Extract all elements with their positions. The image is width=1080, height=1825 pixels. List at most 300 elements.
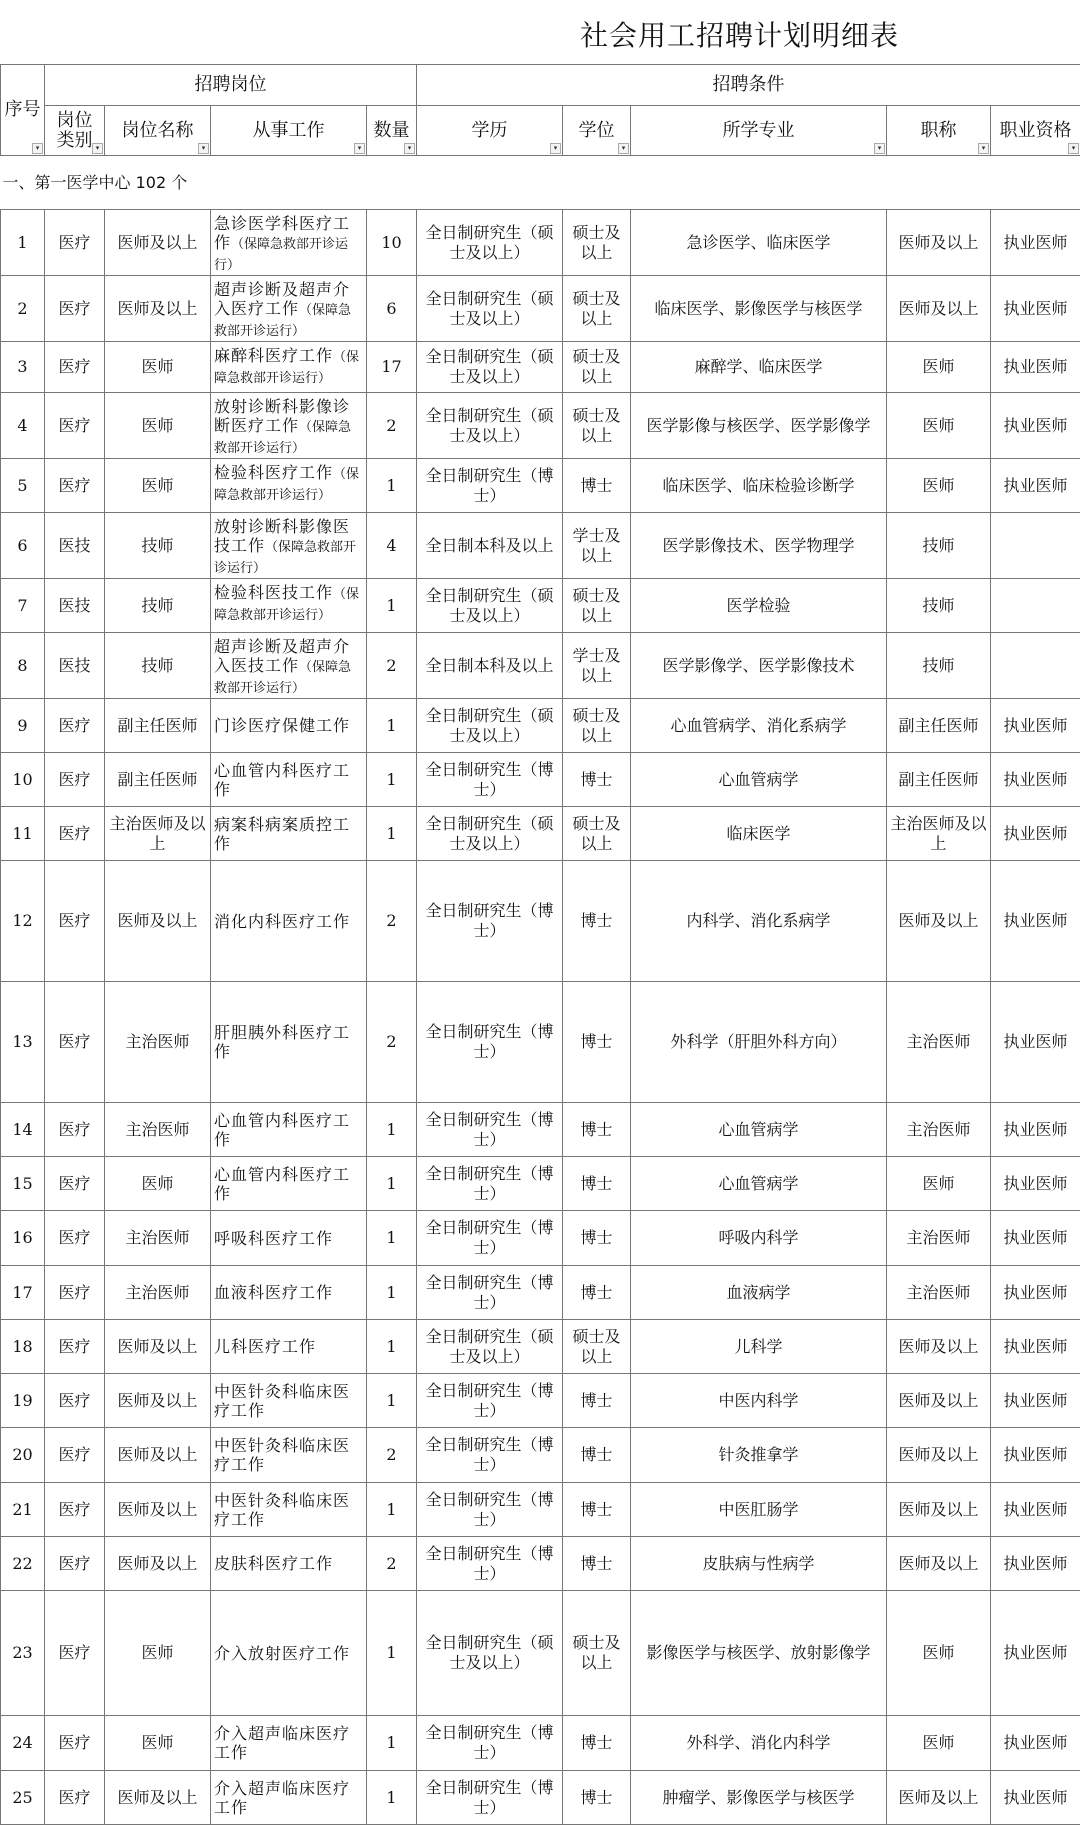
cell-degree[interactable]: 硕士及以上 xyxy=(563,699,631,753)
cell-degree[interactable]: 博士 xyxy=(563,1537,631,1591)
cell-major[interactable]: 影像医学与核医学、放射影像学 xyxy=(631,1591,887,1716)
cell-count[interactable]: 4 xyxy=(367,513,417,579)
table-row[interactable] xyxy=(1,1428,1080,1483)
cell-category[interactable]: 医疗 xyxy=(45,1266,105,1320)
cell-title-rank[interactable]: 医师 xyxy=(887,1591,991,1716)
cell-degree[interactable]: 博士 xyxy=(563,1428,631,1483)
cell-category[interactable]: 医疗 xyxy=(45,1211,105,1266)
cell-title-rank[interactable]: 医师及以上 xyxy=(887,210,991,276)
cell-no[interactable]: 22 xyxy=(1,1537,45,1591)
cell-degree[interactable]: 硕士及以上 xyxy=(563,342,631,393)
cell-major[interactable]: 临床医学、临床检验诊断学 xyxy=(631,459,887,513)
cell-education[interactable]: 全日制研究生（博士） xyxy=(417,1537,563,1591)
cell-category[interactable]: 医疗 xyxy=(45,699,105,753)
cell-education[interactable]: 全日制研究生（硕士及以上） xyxy=(417,276,563,342)
cell-category[interactable]: 医疗 xyxy=(45,342,105,393)
table-row[interactable] xyxy=(1,633,1080,699)
filter-dropdown-icon[interactable]: ▾ xyxy=(978,143,989,154)
table-row[interactable] xyxy=(1,753,1080,807)
cell-position-name[interactable]: 技师 xyxy=(105,579,211,633)
cell-degree[interactable]: 硕士及以上 xyxy=(563,393,631,459)
cell-category[interactable]: 医疗 xyxy=(45,393,105,459)
cell-major[interactable]: 医学检验 xyxy=(631,579,887,633)
cell-count[interactable]: 1 xyxy=(367,1266,417,1320)
cell-category[interactable]: 医疗 xyxy=(45,1428,105,1483)
cell-category[interactable]: 医技 xyxy=(45,579,105,633)
cell-education[interactable]: 全日制研究生（硕士及以上） xyxy=(417,342,563,393)
cell-category[interactable]: 医疗 xyxy=(45,807,105,861)
cell-work[interactable] xyxy=(211,393,367,459)
cell-no[interactable]: 25 xyxy=(1,1771,45,1825)
filter-dropdown-icon[interactable]: ▾ xyxy=(874,143,885,154)
cell-degree[interactable]: 博士 xyxy=(563,1374,631,1428)
cell-title-rank[interactable]: 医师及以上 xyxy=(887,1483,991,1537)
cell-count[interactable]: 1 xyxy=(367,1374,417,1428)
table-row[interactable] xyxy=(1,699,1080,753)
cell-major[interactable]: 儿科学 xyxy=(631,1320,887,1374)
cell-title-rank[interactable]: 医师及以上 xyxy=(887,1428,991,1483)
cell-no[interactable]: 19 xyxy=(1,1374,45,1428)
cell-education[interactable]: 全日制研究生（硕士及以上） xyxy=(417,1320,563,1374)
cell-degree[interactable]: 博士 xyxy=(563,753,631,807)
table-row[interactable] xyxy=(1,210,1080,276)
cell-category[interactable]: 医技 xyxy=(45,513,105,579)
cell-category[interactable]: 医疗 xyxy=(45,459,105,513)
cell-no[interactable]: 23 xyxy=(1,1591,45,1716)
cell-major[interactable]: 临床医学、影像医学与核医学 xyxy=(631,276,887,342)
cell-degree[interactable]: 硕士及以上 xyxy=(563,1320,631,1374)
cell-qualification[interactable]: 执业医师 xyxy=(991,1428,1080,1483)
cell-no[interactable]: 12 xyxy=(1,861,45,982)
cell-major[interactable]: 血液病学 xyxy=(631,1266,887,1320)
cell-count[interactable]: 2 xyxy=(367,861,417,982)
cell-qualification[interactable] xyxy=(991,579,1080,633)
cell-no[interactable]: 16 xyxy=(1,1211,45,1266)
cell-major[interactable]: 肿瘤学、影像医学与核医学 xyxy=(631,1771,887,1825)
table-row[interactable] xyxy=(1,276,1080,342)
work-text: 消化内科医疗工作 xyxy=(214,912,350,931)
cell-major[interactable]: 心血管病学 xyxy=(631,753,887,807)
cell-work[interactable] xyxy=(211,982,367,1103)
cell-title-rank[interactable]: 医师及以上 xyxy=(887,276,991,342)
cell-degree[interactable]: 学士及以上 xyxy=(563,633,631,699)
cell-category[interactable]: 医疗 xyxy=(45,1320,105,1374)
cell-count[interactable]: 1 xyxy=(367,1483,417,1537)
cell-count[interactable]: 2 xyxy=(367,633,417,699)
cell-count[interactable]: 10 xyxy=(367,210,417,276)
cell-count[interactable]: 1 xyxy=(367,1211,417,1266)
cell-degree[interactable]: 博士 xyxy=(563,459,631,513)
cell-major[interactable]: 医学影像与核医学、医学影像学 xyxy=(631,393,887,459)
cell-position-name[interactable]: 医师及以上 xyxy=(105,1537,211,1591)
cell-position-name[interactable]: 医师及以上 xyxy=(105,1320,211,1374)
cell-degree[interactable]: 硕士及以上 xyxy=(563,579,631,633)
table-body xyxy=(1,156,1080,1825)
cell-count[interactable]: 17 xyxy=(367,342,417,393)
cell-count[interactable]: 1 xyxy=(367,699,417,753)
cell-position-name[interactable]: 医师及以上 xyxy=(105,1771,211,1825)
cell-count[interactable]: 1 xyxy=(367,1103,417,1157)
cell-position-name[interactable]: 主治医师 xyxy=(105,1103,211,1157)
table-row[interactable] xyxy=(1,1374,1080,1428)
cell-qualification[interactable]: 执业医师 xyxy=(991,1157,1080,1211)
cell-no[interactable]: 13 xyxy=(1,982,45,1103)
table-row[interactable] xyxy=(1,861,1080,982)
cell-category[interactable]: 医疗 xyxy=(45,276,105,342)
cell-no[interactable]: 15 xyxy=(1,1157,45,1211)
cell-position-name[interactable]: 医师 xyxy=(105,459,211,513)
cell-count[interactable]: 6 xyxy=(367,276,417,342)
filter-dropdown-icon[interactable]: ▾ xyxy=(198,143,209,154)
cell-qualification[interactable]: 执业医师 xyxy=(991,982,1080,1103)
cell-no[interactable]: 2 xyxy=(1,276,45,342)
cell-work[interactable] xyxy=(211,1483,367,1537)
cell-category[interactable]: 医疗 xyxy=(45,1537,105,1591)
cell-qualification[interactable]: 执业医师 xyxy=(991,1537,1080,1591)
cell-education[interactable]: 全日制研究生（博士） xyxy=(417,1157,563,1211)
cell-category[interactable]: 医疗 xyxy=(45,210,105,276)
work-text: 超声诊断及超声介入医疗工作 xyxy=(214,280,350,318)
cell-qualification[interactable]: 执业医师 xyxy=(991,861,1080,982)
cell-degree[interactable]: 博士 xyxy=(563,1716,631,1771)
table-row[interactable] xyxy=(1,1157,1080,1211)
cell-education[interactable]: 全日制研究生（博士） xyxy=(417,1211,563,1266)
header-title-rank[interactable]: 职称 ▾ xyxy=(887,106,991,156)
cell-no[interactable]: 17 xyxy=(1,1266,45,1320)
cell-work[interactable] xyxy=(211,861,367,982)
cell-major[interactable]: 急诊医学、临床医学 xyxy=(631,210,887,276)
table-row[interactable] xyxy=(1,393,1080,459)
cell-count[interactable]: 1 xyxy=(367,1591,417,1716)
cell-major[interactable]: 呼吸内科学 xyxy=(631,1211,887,1266)
cell-work[interactable] xyxy=(211,1211,367,1266)
header-qualification[interactable]: 职业资格 ▾ xyxy=(991,106,1080,156)
cell-qualification[interactable] xyxy=(991,633,1080,699)
cell-title-rank[interactable]: 技师 xyxy=(887,513,991,579)
cell-education[interactable]: 全日制本科及以上 xyxy=(417,633,563,699)
cell-qualification[interactable]: 执业医师 xyxy=(991,753,1080,807)
cell-qualification[interactable]: 执业医师 xyxy=(991,807,1080,861)
cell-category[interactable]: 医疗 xyxy=(45,1716,105,1771)
table-row[interactable] xyxy=(1,1266,1080,1320)
cell-qualification[interactable]: 执业医师 xyxy=(991,699,1080,753)
cell-count[interactable]: 1 xyxy=(367,579,417,633)
table-row[interactable] xyxy=(1,1716,1080,1771)
work-note: （保障急救部开诊运行） xyxy=(214,660,351,696)
cell-degree[interactable]: 博士 xyxy=(563,1483,631,1537)
cell-title-rank[interactable]: 医师及以上 xyxy=(887,1320,991,1374)
cell-no[interactable]: 8 xyxy=(1,633,45,699)
cell-work[interactable] xyxy=(211,1771,367,1825)
cell-title-rank[interactable]: 医师 xyxy=(887,1716,991,1771)
cell-title-rank[interactable]: 医师 xyxy=(887,1157,991,1211)
cell-qualification[interactable]: 执业医师 xyxy=(991,393,1080,459)
filter-dropdown-icon[interactable]: ▾ xyxy=(1068,143,1079,154)
cell-education[interactable]: 全日制研究生（博士） xyxy=(417,1103,563,1157)
cell-title-rank[interactable]: 医师及以上 xyxy=(887,1771,991,1825)
header-work[interactable]: 从事工作 ▾ xyxy=(211,106,367,156)
cell-work[interactable] xyxy=(211,459,367,513)
cell-education[interactable]: 全日制研究生（博士） xyxy=(417,1716,563,1771)
cell-no[interactable]: 20 xyxy=(1,1428,45,1483)
cell-title-rank[interactable]: 医师 xyxy=(887,342,991,393)
cell-category[interactable]: 医疗 xyxy=(45,1771,105,1825)
filter-dropdown-icon[interactable]: ▾ xyxy=(618,143,629,154)
cell-no[interactable]: 14 xyxy=(1,1103,45,1157)
cell-major[interactable]: 麻醉学、临床医学 xyxy=(631,342,887,393)
cell-position-name[interactable]: 医师 xyxy=(105,1591,211,1716)
cell-education[interactable]: 全日制研究生（博士） xyxy=(417,1483,563,1537)
table-row[interactable] xyxy=(1,1537,1080,1591)
cell-work[interactable] xyxy=(211,513,367,579)
cell-position-name[interactable]: 医师 xyxy=(105,393,211,459)
cell-position-name[interactable]: 医师及以上 xyxy=(105,1374,211,1428)
cell-education[interactable]: 全日制研究生（硕士及以上） xyxy=(417,393,563,459)
cell-title-rank[interactable]: 主治医师及以上 xyxy=(887,807,991,861)
cell-count[interactable]: 1 xyxy=(367,1771,417,1825)
cell-work[interactable] xyxy=(211,1374,367,1428)
cell-position-name[interactable]: 主治医师 xyxy=(105,1266,211,1320)
cell-count[interactable]: 2 xyxy=(367,982,417,1103)
cell-no[interactable]: 3 xyxy=(1,342,45,393)
cell-position-name[interactable]: 医师 xyxy=(105,1157,211,1211)
header-degree[interactable]: 学位 ▾ xyxy=(563,106,631,156)
cell-qualification[interactable]: 执业医师 xyxy=(991,1716,1080,1771)
cell-work[interactable] xyxy=(211,753,367,807)
cell-degree[interactable]: 博士 xyxy=(563,1157,631,1211)
cell-title-rank[interactable]: 技师 xyxy=(887,579,991,633)
cell-count[interactable]: 1 xyxy=(367,1716,417,1771)
cell-education[interactable]: 全日制研究生（博士） xyxy=(417,1428,563,1483)
cell-title-rank[interactable]: 副主任医师 xyxy=(887,753,991,807)
cell-education[interactable]: 全日制研究生（博士） xyxy=(417,861,563,982)
cell-major[interactable]: 外科学、消化内科学 xyxy=(631,1716,887,1771)
cell-qualification[interactable]: 执业医师 xyxy=(991,1483,1080,1537)
cell-education[interactable]: 全日制研究生（博士） xyxy=(417,1374,563,1428)
cell-count[interactable]: 1 xyxy=(367,459,417,513)
cell-title-rank[interactable]: 主治医师 xyxy=(887,1266,991,1320)
cell-title-rank[interactable]: 主治医师 xyxy=(887,1211,991,1266)
cell-major[interactable]: 心血管病学 xyxy=(631,1103,887,1157)
cell-qualification[interactable] xyxy=(991,513,1080,579)
cell-work[interactable] xyxy=(211,1103,367,1157)
cell-work[interactable] xyxy=(211,633,367,699)
filter-dropdown-icon[interactable]: ▾ xyxy=(550,143,561,154)
filter-dropdown-icon[interactable]: ▾ xyxy=(92,143,103,154)
table-row[interactable] xyxy=(1,1103,1080,1157)
cell-no[interactable]: 24 xyxy=(1,1716,45,1771)
cell-education[interactable]: 全日制研究生（博士） xyxy=(417,982,563,1103)
header-category[interactable]: 岗位类别 ▾ xyxy=(45,106,105,156)
table-row[interactable] xyxy=(1,1771,1080,1825)
cell-category[interactable]: 医疗 xyxy=(45,1157,105,1211)
cell-title-rank[interactable]: 医师 xyxy=(887,393,991,459)
header-position-name[interactable]: 岗位名称 ▾ xyxy=(105,106,211,156)
cell-education[interactable]: 全日制研究生（博士） xyxy=(417,1266,563,1320)
cell-position-name[interactable]: 医师 xyxy=(105,1716,211,1771)
cell-work[interactable] xyxy=(211,276,367,342)
cell-education[interactable]: 全日制研究生（博士） xyxy=(417,753,563,807)
cell-position-name[interactable]: 副主任医师 xyxy=(105,699,211,753)
cell-work[interactable] xyxy=(211,210,367,276)
cell-qualification[interactable]: 执业医师 xyxy=(991,1266,1080,1320)
table-row[interactable] xyxy=(1,982,1080,1103)
cell-no[interactable]: 10 xyxy=(1,753,45,807)
cell-category[interactable]: 医疗 xyxy=(45,1591,105,1716)
cell-major[interactable]: 内科学、消化系病学 xyxy=(631,861,887,982)
cell-position-name[interactable]: 技师 xyxy=(105,633,211,699)
cell-no[interactable]: 4 xyxy=(1,393,45,459)
cell-category[interactable]: 医疗 xyxy=(45,1483,105,1537)
cell-title-rank[interactable]: 医师及以上 xyxy=(887,1537,991,1591)
cell-work[interactable] xyxy=(211,1537,367,1591)
work-text: 病案科病案质控工作 xyxy=(214,815,350,853)
cell-qualification[interactable]: 执业医师 xyxy=(991,1374,1080,1428)
cell-work[interactable] xyxy=(211,1266,367,1320)
cell-qualification[interactable]: 执业医师 xyxy=(991,276,1080,342)
table-row[interactable] xyxy=(1,1591,1080,1716)
cell-title-rank[interactable]: 医师及以上 xyxy=(887,1374,991,1428)
cell-position-name[interactable]: 医师及以上 xyxy=(105,1483,211,1537)
cell-degree[interactable]: 学士及以上 xyxy=(563,513,631,579)
cell-work[interactable] xyxy=(211,579,367,633)
cell-education[interactable]: 全日制研究生（硕士及以上） xyxy=(417,1591,563,1716)
cell-no[interactable]: 18 xyxy=(1,1320,45,1374)
cell-major[interactable]: 医学影像技术、医学物理学 xyxy=(631,513,887,579)
cell-no[interactable]: 7 xyxy=(1,579,45,633)
cell-category[interactable]: 医疗 xyxy=(45,753,105,807)
cell-work[interactable] xyxy=(211,1157,367,1211)
cell-qualification[interactable]: 执业医师 xyxy=(991,459,1080,513)
cell-major[interactable]: 中医肛肠学 xyxy=(631,1483,887,1537)
cell-education[interactable]: 全日制研究生（博士） xyxy=(417,1771,563,1825)
cell-no[interactable]: 6 xyxy=(1,513,45,579)
cell-qualification[interactable]: 执业医师 xyxy=(991,1320,1080,1374)
cell-degree[interactable]: 博士 xyxy=(563,1211,631,1266)
cell-major[interactable]: 心血管病学、消化系病学 xyxy=(631,699,887,753)
header-seq[interactable]: 序号 ▾ xyxy=(1,65,45,156)
table-row[interactable] xyxy=(1,342,1080,393)
filter-dropdown-icon[interactable]: ▾ xyxy=(404,143,415,154)
cell-title-rank[interactable]: 副主任医师 xyxy=(887,699,991,753)
cell-major[interactable]: 针灸推拿学 xyxy=(631,1428,887,1483)
cell-position-name[interactable]: 副主任医师 xyxy=(105,753,211,807)
cell-category[interactable]: 医疗 xyxy=(45,1103,105,1157)
cell-major[interactable]: 皮肤病与性病学 xyxy=(631,1537,887,1591)
cell-qualification[interactable]: 执业医师 xyxy=(991,342,1080,393)
cell-count[interactable]: 1 xyxy=(367,753,417,807)
cell-title-rank[interactable]: 主治医师 xyxy=(887,982,991,1103)
cell-education[interactable]: 全日制研究生（硕士及以上） xyxy=(417,807,563,861)
cell-qualification[interactable]: 执业医师 xyxy=(991,1211,1080,1266)
cell-title-rank[interactable]: 医师 xyxy=(887,459,991,513)
cell-work[interactable] xyxy=(211,1428,367,1483)
table-row[interactable] xyxy=(1,1483,1080,1537)
cell-category[interactable]: 医疗 xyxy=(45,1374,105,1428)
cell-position-name[interactable]: 医师及以上 xyxy=(105,861,211,982)
cell-count[interactable]: 1 xyxy=(367,1157,417,1211)
header-major[interactable]: 所学专业 ▾ xyxy=(631,106,887,156)
cell-degree[interactable]: 硕士及以上 xyxy=(563,210,631,276)
cell-count[interactable]: 2 xyxy=(367,1537,417,1591)
cell-count[interactable]: 1 xyxy=(367,807,417,861)
header-count[interactable]: 数量 ▾ xyxy=(367,106,417,156)
cell-work[interactable] xyxy=(211,1320,367,1374)
table-row[interactable] xyxy=(1,807,1080,861)
table-row[interactable] xyxy=(1,1211,1080,1266)
cell-category[interactable]: 医疗 xyxy=(45,861,105,982)
cell-education[interactable]: 全日制研究生（博士） xyxy=(417,459,563,513)
cell-position-name[interactable]: 主治医师 xyxy=(105,982,211,1103)
cell-qualification[interactable]: 执业医师 xyxy=(991,210,1080,276)
cell-position-name[interactable]: 主治医师及以上 xyxy=(105,807,211,861)
header-education[interactable]: 学历 ▾ xyxy=(417,106,563,156)
cell-qualification[interactable]: 执业医师 xyxy=(991,1591,1080,1716)
cell-major[interactable]: 医学影像学、医学影像技术 xyxy=(631,633,887,699)
cell-education[interactable]: 全日制研究生（硕士及以上） xyxy=(417,699,563,753)
cell-title-rank[interactable]: 技师 xyxy=(887,633,991,699)
cell-degree[interactable]: 博士 xyxy=(563,982,631,1103)
cell-work[interactable] xyxy=(211,1716,367,1771)
cell-degree[interactable]: 博士 xyxy=(563,861,631,982)
cell-qualification[interactable]: 执业医师 xyxy=(991,1771,1080,1825)
cell-count[interactable]: 2 xyxy=(367,393,417,459)
table-row[interactable] xyxy=(1,513,1080,579)
cell-category[interactable]: 医疗 xyxy=(45,982,105,1103)
cell-count[interactable]: 2 xyxy=(367,1428,417,1483)
cell-degree[interactable]: 硕士及以上 xyxy=(563,276,631,342)
cell-no[interactable]: 21 xyxy=(1,1483,45,1537)
table-row[interactable] xyxy=(1,1320,1080,1374)
cell-position-name[interactable]: 医师 xyxy=(105,342,211,393)
cell-degree[interactable]: 博士 xyxy=(563,1103,631,1157)
cell-work[interactable] xyxy=(211,342,367,393)
filter-dropdown-icon[interactable]: ▾ xyxy=(32,143,43,154)
cell-title-rank[interactable]: 医师及以上 xyxy=(887,861,991,982)
filter-dropdown-icon[interactable]: ▾ xyxy=(354,143,365,154)
cell-qualification[interactable]: 执业医师 xyxy=(991,1103,1080,1157)
cell-education[interactable]: 全日制研究生（硕士及以上） xyxy=(417,579,563,633)
cell-no[interactable]: 5 xyxy=(1,459,45,513)
cell-major[interactable]: 外科学（肝胆外科方向） xyxy=(631,982,887,1103)
cell-category[interactable]: 医技 xyxy=(45,633,105,699)
cell-major[interactable]: 心血管病学 xyxy=(631,1157,887,1211)
cell-position-name[interactable]: 主治医师 xyxy=(105,1211,211,1266)
cell-no[interactable]: 1 xyxy=(1,210,45,276)
cell-position-name[interactable]: 医师及以上 xyxy=(105,1428,211,1483)
cell-degree[interactable]: 硕士及以上 xyxy=(563,1591,631,1716)
cell-degree[interactable]: 硕士及以上 xyxy=(563,807,631,861)
cell-degree[interactable]: 博士 xyxy=(563,1771,631,1825)
cell-degree[interactable]: 博士 xyxy=(563,1266,631,1320)
cell-position-name[interactable]: 医师及以上 xyxy=(105,210,211,276)
cell-work[interactable] xyxy=(211,1591,367,1716)
cell-title-rank[interactable]: 主治医师 xyxy=(887,1103,991,1157)
table-row[interactable] xyxy=(1,459,1080,513)
cell-count[interactable]: 1 xyxy=(367,1320,417,1374)
cell-position-name[interactable]: 医师及以上 xyxy=(105,276,211,342)
cell-major[interactable]: 临床医学 xyxy=(631,807,887,861)
cell-major[interactable]: 中医内科学 xyxy=(631,1374,887,1428)
cell-no[interactable]: 9 xyxy=(1,699,45,753)
cell-no[interactable]: 11 xyxy=(1,807,45,861)
cell-education[interactable]: 全日制研究生（硕士及以上） xyxy=(417,210,563,276)
table-row[interactable] xyxy=(1,579,1080,633)
cell-education[interactable]: 全日制本科及以上 xyxy=(417,513,563,579)
cell-position-name[interactable]: 技师 xyxy=(105,513,211,579)
cell-work[interactable] xyxy=(211,807,367,861)
cell-work[interactable] xyxy=(211,699,367,753)
